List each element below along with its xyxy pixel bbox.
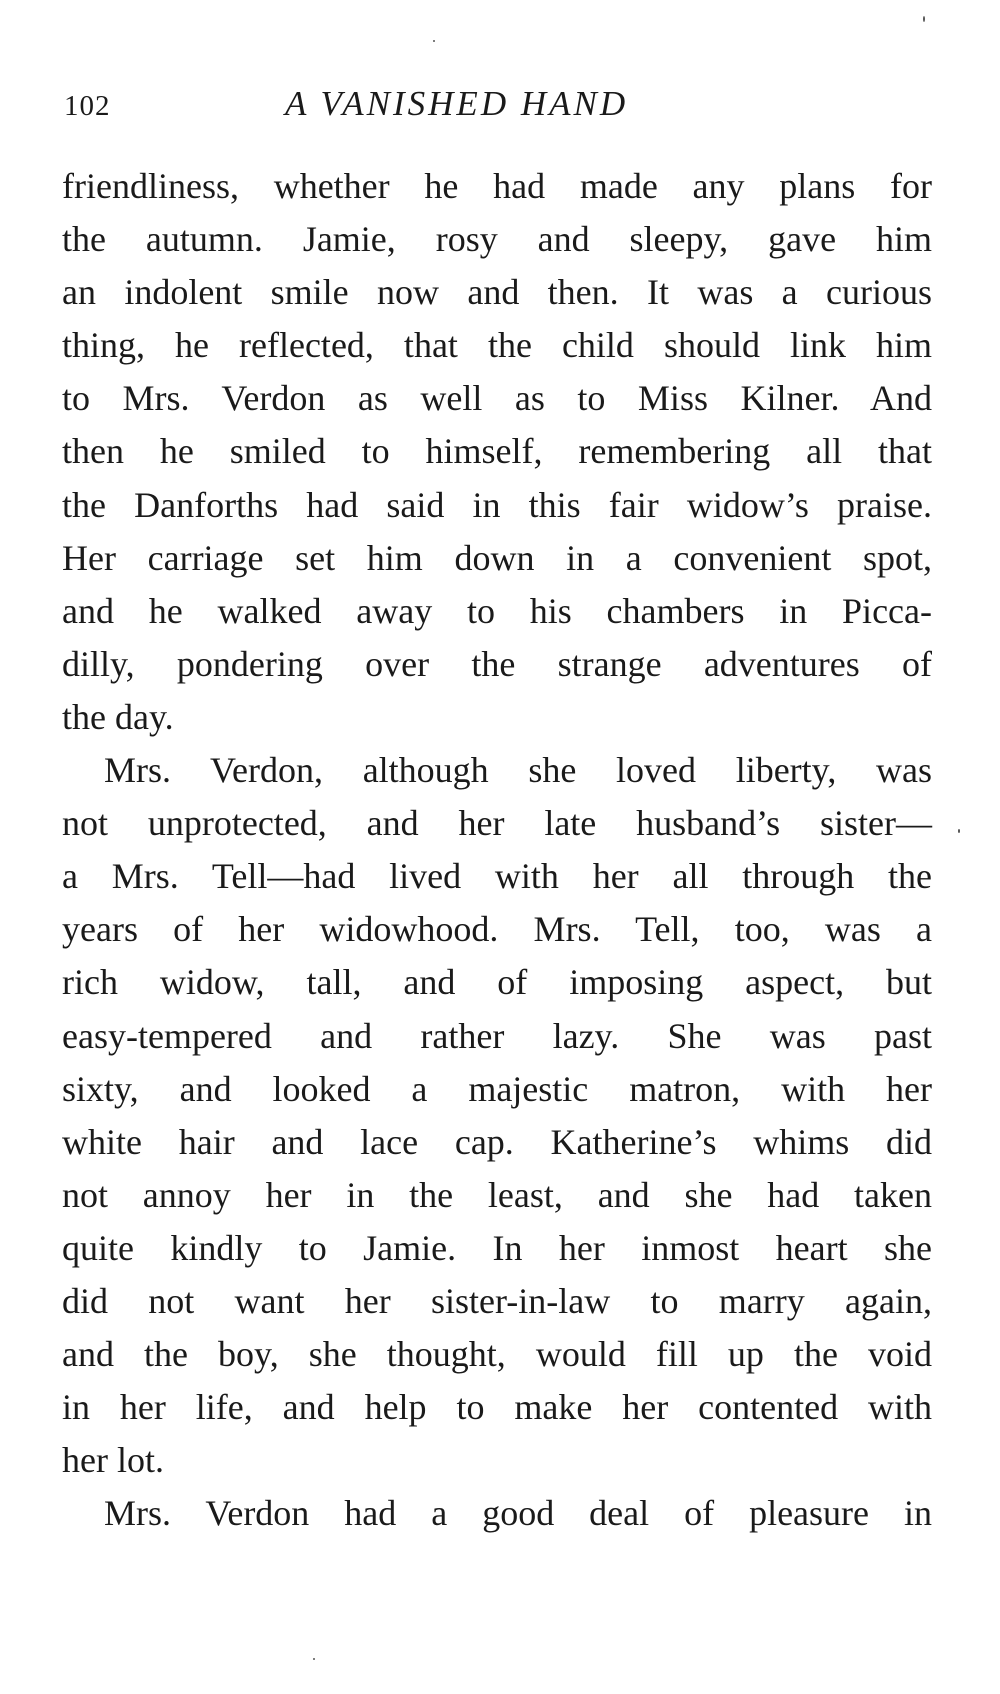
body-text [62, 160, 932, 1540]
text-line: then he smiled to himself, remembering all that [62, 431, 932, 472]
text-line: in her life, and help to make her contented with [62, 1387, 932, 1428]
text-line: sixty, and looked a majestic matron, with her [62, 1068, 932, 1109]
text-line: her lot. [62, 1440, 164, 1481]
text-line: Mrs. Verdon had a good deal of pleasure in [104, 1493, 932, 1534]
text-line: to Mrs. Verdon as well as to Miss Kilner. And [62, 378, 932, 419]
page-number: 102 [64, 90, 111, 122]
text-line: the autumn. Jamie, rosy and sleepy, gave him [62, 219, 932, 260]
text-line: Her carriage set him down in a convenient spot, [62, 537, 932, 578]
text-line: the day. [62, 696, 174, 737]
scan-speck [433, 40, 435, 42]
text-line: not unprotected, and her late husband’s sister— [62, 803, 932, 844]
text-line: white hair and lace cap. Katherine’s whims did [62, 1121, 932, 1162]
text-line: a Mrs. Tell—had lived with her all through the [62, 856, 932, 897]
running-head [64, 84, 934, 134]
text-line: easy-tempered and rather lazy. She was past [62, 1015, 932, 1056]
text-line: thing, he reflected, that the child should link him [62, 325, 932, 366]
text-line: quite kindly to Jamie. In her inmost heart she [62, 1227, 932, 1268]
text-line: rich widow, tall, and of imposing aspect, but [62, 962, 932, 1003]
text-line: years of her widowhood. Mrs. Tell, too, was a [62, 909, 932, 950]
paragraph [62, 160, 932, 744]
paragraph [62, 1487, 932, 1540]
scan-speck [313, 1658, 315, 1660]
text-line: and he walked away to his chambers in Picca- [62, 590, 932, 631]
text-line: an indolent smile now and then. It was a curious [62, 272, 932, 313]
text-line: not annoy her in the least, and she had taken [62, 1174, 932, 1215]
text-line: and the boy, she thought, would fill up the void [62, 1334, 932, 1375]
scan-speck [958, 829, 960, 833]
paragraph [62, 744, 932, 1487]
text-line: dilly, pondering over the strange adventures of [62, 643, 932, 684]
text-line: friendliness, whether he had made any plans for [62, 166, 932, 206]
text-line: did not want her sister-in-law to marry again, [62, 1280, 932, 1321]
scan-speck [923, 16, 925, 22]
running-title: A VANISHED HAND [285, 84, 629, 123]
text-line: Mrs. Verdon, although she loved liberty, was [104, 750, 932, 791]
text-line: the Danforths had said in this fair widow’s praise. [62, 484, 932, 525]
